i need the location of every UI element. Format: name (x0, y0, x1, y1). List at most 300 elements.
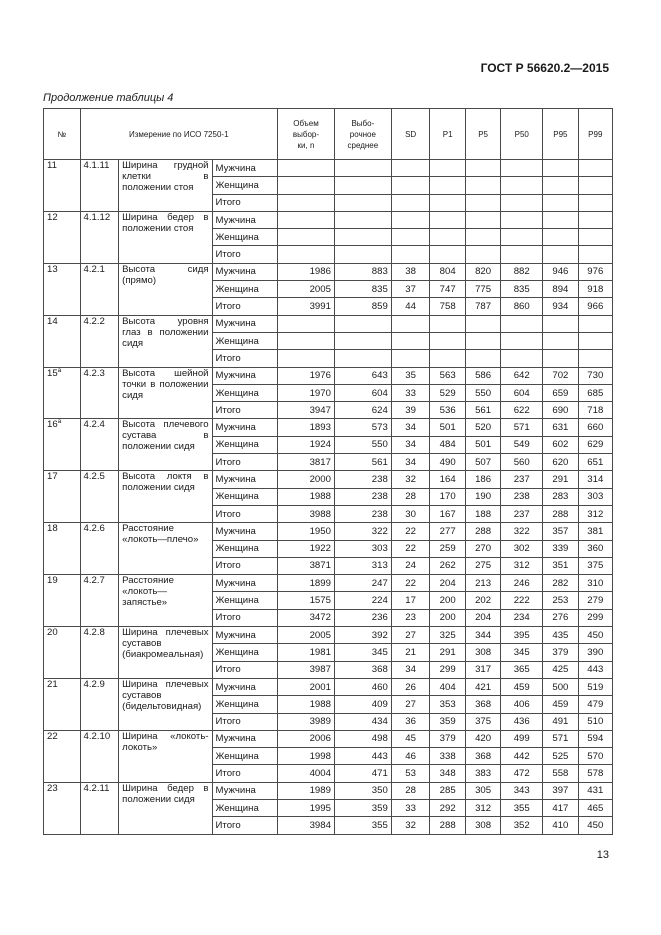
cell-p5: 317 (465, 661, 500, 678)
table-header (44, 109, 613, 160)
group-label: Женщина (212, 332, 278, 349)
row-number (44, 211, 81, 263)
cell-p1 (430, 177, 465, 194)
iso-code: 4.2.6 (80, 523, 119, 575)
cell-sd: 33 (391, 799, 430, 816)
group-label: Женщина (212, 436, 278, 453)
cell-p99 (578, 177, 612, 194)
cell-p99 (578, 332, 612, 349)
cell-sd: 35 (391, 367, 430, 384)
cell-p99: 918 (578, 281, 612, 298)
cell-p50: 406 (501, 696, 543, 713)
cell-p50: 436 (501, 713, 543, 730)
cell-p50: 882 (501, 263, 543, 280)
table-body (44, 160, 613, 835)
cell-p50: 860 (501, 298, 543, 315)
col-mean-line1: Выбо- (351, 118, 375, 128)
cell-sd: 34 (391, 419, 430, 436)
group-label: Женщина (212, 696, 278, 713)
cell-sample-size (278, 194, 335, 211)
cell-sd: 32 (391, 471, 430, 488)
group-label: Итого (212, 609, 278, 626)
cell-p99: 629 (578, 436, 612, 453)
cell-p95: 417 (543, 799, 578, 816)
cell-p99: 431 (578, 782, 612, 799)
cell-p1 (430, 315, 465, 332)
cell-sample-size (278, 177, 335, 194)
cell-p5 (465, 177, 500, 194)
cell-p5: 186 (465, 471, 500, 488)
cell-p95 (543, 229, 578, 246)
cell-mean: 604 (334, 384, 391, 401)
cell-p5: 308 (465, 644, 500, 661)
cell-p50: 442 (501, 748, 543, 765)
measurement-name: Высота уровня глаз в положении сидя (119, 315, 212, 367)
group-label: Итого (212, 194, 278, 211)
cell-p50: 343 (501, 782, 543, 799)
cell-sd (391, 246, 430, 263)
cell-p50: 549 (501, 436, 543, 453)
cell-sample-size: 1986 (278, 263, 335, 280)
row-number (44, 315, 81, 367)
table-caption: Продолжение таблицы 4 (43, 92, 174, 104)
row-number-text: 15 (47, 367, 58, 379)
measurement-name: Ширина бедер в положении сидя (119, 782, 212, 834)
cell-p50: 302 (501, 540, 543, 557)
col-sd: SD (391, 109, 430, 160)
cell-p95: 690 (543, 402, 578, 419)
cell-mean: 883 (334, 263, 391, 280)
cell-sample-size (278, 350, 335, 367)
cell-p50: 222 (501, 592, 543, 609)
cell-sample-size: 1922 (278, 540, 335, 557)
cell-mean: 322 (334, 523, 391, 540)
cell-p5: 204 (465, 609, 500, 626)
cell-p5: 383 (465, 765, 500, 782)
cell-mean: 460 (334, 678, 391, 695)
cell-p95: 397 (543, 782, 578, 799)
col-sample-size-line1: Объем (293, 118, 319, 128)
cell-p1: 200 (430, 609, 465, 626)
cell-sample-size: 3817 (278, 454, 335, 471)
group-label: Итого (212, 298, 278, 315)
cell-p50: 642 (501, 367, 543, 384)
cell-sd (391, 194, 430, 211)
row-number-text: 17 (47, 471, 58, 483)
group-label: Мужчина (212, 419, 278, 436)
cell-sample-size: 1988 (278, 696, 335, 713)
table-row (44, 419, 613, 436)
cell-sd (391, 332, 430, 349)
group-label: Мужчина (212, 471, 278, 488)
cell-p50: 322 (501, 523, 543, 540)
cell-p99: 660 (578, 419, 612, 436)
group-label: Женщина (212, 384, 278, 401)
cell-p95: 702 (543, 367, 578, 384)
cell-p95: 379 (543, 644, 578, 661)
cell-mean: 238 (334, 488, 391, 505)
col-p1: P1 (430, 109, 465, 160)
cell-p99: 966 (578, 298, 612, 315)
cell-p95: 631 (543, 419, 578, 436)
cell-sample-size: 3871 (278, 557, 335, 574)
cell-mean: 224 (334, 592, 391, 609)
group-label: Итого (212, 350, 278, 367)
col-mean (334, 109, 391, 160)
cell-mean (334, 211, 391, 228)
cell-mean (334, 350, 391, 367)
cell-p5: 275 (465, 557, 500, 574)
cell-mean: 392 (334, 627, 391, 644)
group-label: Мужчина (212, 730, 278, 747)
col-p99: P99 (578, 109, 612, 160)
cell-p50 (501, 211, 543, 228)
cell-p5 (465, 246, 500, 263)
cell-sample-size: 1981 (278, 644, 335, 661)
row-number (44, 782, 81, 834)
cell-p95: 620 (543, 454, 578, 471)
cell-mean: 368 (334, 661, 391, 678)
cell-p5 (465, 194, 500, 211)
cell-p95: 946 (543, 263, 578, 280)
page-number: 13 (596, 849, 609, 861)
cell-p50: 238 (501, 488, 543, 505)
cell-sample-size: 3989 (278, 713, 335, 730)
cell-p50 (501, 315, 543, 332)
cell-sd: 53 (391, 765, 430, 782)
table-row (44, 575, 613, 592)
col-sample-size-line2: выбор- (292, 129, 320, 139)
cell-sample-size: 1893 (278, 419, 335, 436)
cell-sd (391, 229, 430, 246)
cell-p99: 578 (578, 765, 612, 782)
cell-sample-size: 1924 (278, 436, 335, 453)
group-label: Женщина (212, 229, 278, 246)
cell-mean (334, 160, 391, 177)
measurement-name: Ширина бедер в положении стоя (119, 211, 212, 263)
cell-p95: 491 (543, 713, 578, 730)
group-label: Женщина (212, 488, 278, 505)
cell-p5: 344 (465, 627, 500, 644)
cell-p99: 390 (578, 644, 612, 661)
cell-p99: 279 (578, 592, 612, 609)
cell-p1: 758 (430, 298, 465, 315)
group-label: Мужчина (212, 575, 278, 592)
iso-code: 4.1.11 (80, 160, 119, 212)
cell-mean: 434 (334, 713, 391, 730)
cell-p95: 357 (543, 523, 578, 540)
row-number-text: 22 (47, 730, 58, 742)
cell-sample-size: 1970 (278, 384, 335, 401)
cell-p5: 270 (465, 540, 500, 557)
cell-p95: 602 (543, 436, 578, 453)
cell-p1 (430, 246, 465, 263)
table-row (44, 315, 613, 332)
cell-p1: 353 (430, 696, 465, 713)
cell-p95: 283 (543, 488, 578, 505)
group-label: Мужчина (212, 160, 278, 177)
iso-code: 4.2.3 (80, 367, 119, 419)
cell-p95 (543, 160, 578, 177)
cell-p99: 375 (578, 557, 612, 574)
cell-p5 (465, 229, 500, 246)
cell-p50: 312 (501, 557, 543, 574)
cell-sd: 24 (391, 557, 430, 574)
cell-p95: 339 (543, 540, 578, 557)
cell-sd: 22 (391, 575, 430, 592)
cell-p1: 348 (430, 765, 465, 782)
cell-p5 (465, 332, 500, 349)
cell-p5: 312 (465, 799, 500, 816)
cell-sd: 34 (391, 454, 430, 471)
cell-p99: 443 (578, 661, 612, 678)
group-label: Женщина (212, 644, 278, 661)
cell-p99: 450 (578, 627, 612, 644)
table-row (44, 627, 613, 644)
cell-sample-size: 3988 (278, 505, 335, 522)
table-row (44, 263, 613, 280)
cell-sd: 22 (391, 540, 430, 557)
group-label: Итого (212, 402, 278, 419)
group-label: Итого (212, 454, 278, 471)
cell-p99: 360 (578, 540, 612, 557)
cell-sd (391, 177, 430, 194)
cell-p1: 262 (430, 557, 465, 574)
group-label: Итого (212, 817, 278, 834)
cell-sd: 21 (391, 644, 430, 661)
cell-sample-size: 1976 (278, 367, 335, 384)
cell-p95: 435 (543, 627, 578, 644)
row-number-text: 21 (47, 678, 58, 690)
cell-p5: 375 (465, 713, 500, 730)
cell-p1: 325 (430, 627, 465, 644)
group-label: Мужчина (212, 523, 278, 540)
row-number-text: 16 (47, 419, 58, 431)
iso-code: 4.2.5 (80, 471, 119, 523)
cell-p99 (578, 194, 612, 211)
cell-p95 (543, 332, 578, 349)
cell-p1: 170 (430, 488, 465, 505)
cell-p50 (501, 332, 543, 349)
cell-p99 (578, 350, 612, 367)
cell-mean: 859 (334, 298, 391, 315)
cell-sd: 17 (391, 592, 430, 609)
measurement-name: Ширина плечевых суставов (бидельтовидная) (119, 678, 212, 730)
cell-sample-size: 2005 (278, 281, 335, 298)
col-p50: P50 (501, 109, 543, 160)
iso-code: 4.2.4 (80, 419, 119, 471)
col-measurement: Измерение по ИСО 7250-1 (80, 109, 278, 160)
cell-mean (334, 332, 391, 349)
cell-p99: 718 (578, 402, 612, 419)
cell-sd (391, 315, 430, 332)
cell-p5: 550 (465, 384, 500, 401)
cell-p99: 651 (578, 454, 612, 471)
cell-mean (334, 315, 391, 332)
cell-sd: 26 (391, 678, 430, 695)
cell-mean: 345 (334, 644, 391, 661)
cell-sample-size (278, 332, 335, 349)
cell-p5: 421 (465, 678, 500, 695)
cell-p99: 381 (578, 523, 612, 540)
measurement-name: Расстояние «локоть—запястье» (119, 575, 212, 627)
group-label: Мужчина (212, 315, 278, 332)
row-number-text: 18 (47, 523, 58, 535)
cell-p95: 288 (543, 505, 578, 522)
cell-p99: 465 (578, 799, 612, 816)
cell-p5: 308 (465, 817, 500, 834)
cell-p50 (501, 246, 543, 263)
cell-p50 (501, 350, 543, 367)
cell-p1: 359 (430, 713, 465, 730)
cell-p1: 167 (430, 505, 465, 522)
cell-sd: 32 (391, 817, 430, 834)
cell-p1: 484 (430, 436, 465, 453)
cell-p95: 410 (543, 817, 578, 834)
row-number-text: 12 (47, 211, 58, 223)
cell-p95: 558 (543, 765, 578, 782)
cell-mean: 835 (334, 281, 391, 298)
cell-sample-size: 1995 (278, 799, 335, 816)
row-number (44, 419, 81, 471)
cell-p5 (465, 160, 500, 177)
cell-p1: 292 (430, 799, 465, 816)
cell-p99: 730 (578, 367, 612, 384)
cell-p50: 622 (501, 402, 543, 419)
cell-mean: 550 (334, 436, 391, 453)
anthropometric-table (43, 108, 613, 835)
cell-p95 (543, 211, 578, 228)
group-label: Женщина (212, 592, 278, 609)
cell-p1: 536 (430, 402, 465, 419)
cell-mean (334, 194, 391, 211)
cell-sd (391, 211, 430, 228)
cell-p95: 571 (543, 730, 578, 747)
cell-sd: 37 (391, 281, 430, 298)
row-number (44, 523, 81, 575)
cell-p95 (543, 315, 578, 332)
cell-p95: 459 (543, 696, 578, 713)
cell-p1: 299 (430, 661, 465, 678)
cell-p99: 312 (578, 505, 612, 522)
col-mean-line3: среднее (347, 140, 379, 150)
table-row (44, 678, 613, 695)
cell-p5: 188 (465, 505, 500, 522)
table-row (44, 160, 613, 177)
cell-sd: 39 (391, 402, 430, 419)
table-row (44, 782, 613, 799)
cell-sd: 38 (391, 263, 430, 280)
cell-p1: 288 (430, 817, 465, 834)
cell-p50: 234 (501, 609, 543, 626)
cell-p5 (465, 350, 500, 367)
cell-p95 (543, 350, 578, 367)
col-p95: P95 (543, 109, 578, 160)
measurement-name: Расстояние «локоть—плечо» (119, 523, 212, 575)
group-label: Итого (212, 661, 278, 678)
cell-p50: 395 (501, 627, 543, 644)
footnote-marker: а (57, 366, 62, 374)
row-number (44, 367, 81, 419)
cell-p50: 560 (501, 454, 543, 471)
iso-code: 4.2.7 (80, 575, 119, 627)
row-number-text: 11 (47, 160, 57, 171)
group-label: Мужчина (212, 627, 278, 644)
cell-mean: 643 (334, 367, 391, 384)
cell-p1 (430, 229, 465, 246)
cell-mean: 561 (334, 454, 391, 471)
cell-sd: 27 (391, 696, 430, 713)
cell-p99: 519 (578, 678, 612, 695)
cell-sample-size: 1899 (278, 575, 335, 592)
group-label: Женщина (212, 540, 278, 557)
cell-mean: 350 (334, 782, 391, 799)
cell-p95 (543, 194, 578, 211)
cell-p95: 425 (543, 661, 578, 678)
col-no: № (44, 109, 81, 160)
measurement-name: Ширина плечевых суставов (биакромеальная) (119, 627, 212, 679)
cell-mean: 303 (334, 540, 391, 557)
table-row (44, 211, 613, 228)
cell-p95 (543, 246, 578, 263)
cell-sample-size: 2005 (278, 627, 335, 644)
cell-p95: 351 (543, 557, 578, 574)
cell-sample-size: 1998 (278, 748, 335, 765)
cell-p99: 570 (578, 748, 612, 765)
cell-p5: 420 (465, 730, 500, 747)
cell-p50: 835 (501, 281, 543, 298)
cell-sample-size: 3991 (278, 298, 335, 315)
cell-p95: 253 (543, 592, 578, 609)
cell-p99 (578, 160, 612, 177)
cell-p5: 787 (465, 298, 500, 315)
row-number (44, 263, 81, 315)
cell-p95: 282 (543, 575, 578, 592)
cell-sample-size (278, 211, 335, 228)
row-number-text: 13 (47, 263, 58, 275)
cell-p1: 490 (430, 454, 465, 471)
col-sample-size (278, 109, 335, 160)
cell-p50: 246 (501, 575, 543, 592)
cell-p1: 338 (430, 748, 465, 765)
table-row (44, 471, 613, 488)
cell-p99: 450 (578, 817, 612, 834)
cell-sample-size: 1989 (278, 782, 335, 799)
cell-mean: 359 (334, 799, 391, 816)
col-mean-line2: рочное (349, 129, 376, 139)
cell-sample-size: 3984 (278, 817, 335, 834)
cell-p1: 200 (430, 592, 465, 609)
cell-mean: 236 (334, 609, 391, 626)
cell-sd: 44 (391, 298, 430, 315)
measurement-name: Ширина «локоть-локоть» (119, 730, 212, 782)
cell-p1: 529 (430, 384, 465, 401)
measurement-name: Высота плечевого сустава в положении сидя (119, 419, 212, 471)
cell-p50: 571 (501, 419, 543, 436)
cell-sd: 33 (391, 384, 430, 401)
cell-p1: 501 (430, 419, 465, 436)
cell-p1: 204 (430, 575, 465, 592)
cell-p50: 365 (501, 661, 543, 678)
cell-p1: 804 (430, 263, 465, 280)
cell-p1 (430, 160, 465, 177)
cell-sample-size (278, 229, 335, 246)
cell-mean: 247 (334, 575, 391, 592)
cell-p1: 291 (430, 644, 465, 661)
cell-sample-size: 2006 (278, 730, 335, 747)
document-code: ГОСТ Р 56620.2—2015 (480, 61, 609, 75)
cell-sd: 28 (391, 782, 430, 799)
